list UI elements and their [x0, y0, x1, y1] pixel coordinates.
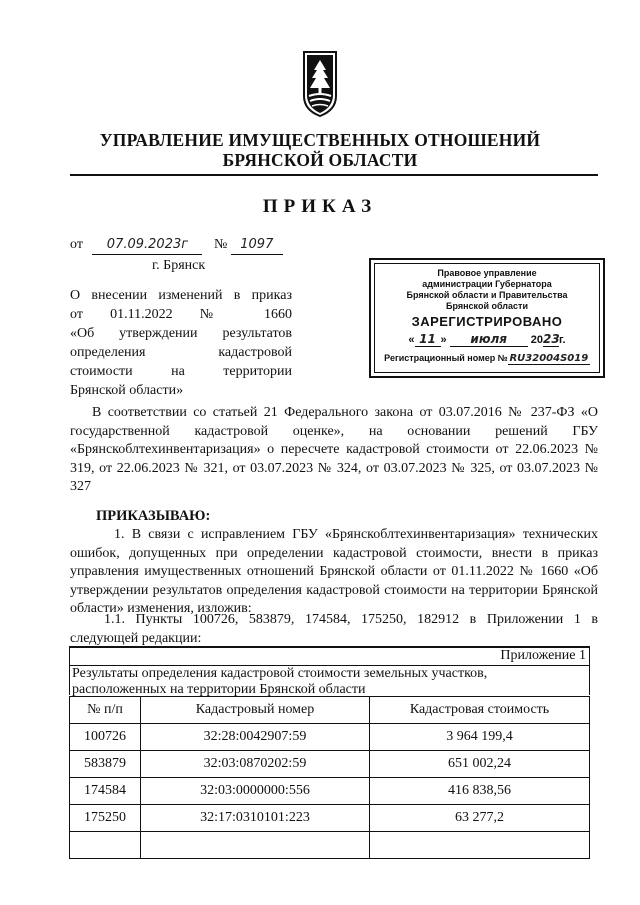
command-heading: ПРИКАЗЫВАЮ:: [96, 508, 211, 524]
table-row: 174584 32:03:0000000:556 416 838,56: [70, 778, 590, 805]
header-divider: [70, 174, 598, 176]
stamp-line3: Брянской области и Правительства: [406, 290, 568, 300]
number-label: №: [213, 237, 228, 252]
stamp-line1: Правовое управление: [437, 268, 537, 278]
org-name-line1: УПРАВЛЕНИЕ ИМУЩЕСТВЕННЫХ ОТНОШЕНИЙ: [99, 130, 541, 150]
document-title: ПРИКАЗ: [262, 196, 378, 217]
table-header-row: [70, 697, 590, 724]
order-city: г. Брянск: [152, 258, 206, 273]
table-row-partial: [70, 832, 590, 859]
stamp-registered: ЗАРЕГИСТРИРОВАНО: [411, 314, 563, 329]
table-row: 175250 32:17:0310101:223 63 277,2: [70, 805, 590, 832]
order-date-line: [70, 235, 283, 255]
org-name-line2: БРЯНСКОЙ ОБЛАСТИ: [222, 150, 418, 170]
table-caption-line1: Результаты определения кадастровой стоимости земельных участков,: [70, 665, 589, 682]
stamp-reg-number: Регистрационный номер № RU32004S019: [384, 353, 589, 364]
item1-paragraph: 1. В связи с исправлением ГБУ «Брянскоблтехинвентаризация» технических ошибок, допущенных при определении кадастровой стоимости, внести в приказ управления имущественных отношений Брянской области от 01.11.2022 № 1660 «Об утверждении результатов определения кадастровой стоимости на территории Брянской области» изменения, изложив:: [70, 527, 598, 617]
order-number: 1097: [231, 235, 283, 255]
stamp-date: « 11 » июля 2023г.: [408, 332, 566, 346]
stamp-line4: Брянской области: [446, 301, 528, 311]
table-caption-line2: расположенных на территории Брянской области: [72, 682, 366, 697]
header-cell: Кадастровый номер: [141, 697, 370, 724]
order-date: 07.09.2023г: [92, 235, 202, 255]
item1-1-paragraph: 1.1. Пункты 100726, 583879, 174584, 175250, 182912 в Приложении 1 в следующей редакции:: [70, 612, 598, 646]
table-caption-block: [69, 647, 590, 695]
appendix-label: Приложение 1: [500, 648, 586, 663]
preamble-paragraph: В соответствии со статьей 21 Федерального закона от 03.07.2016 № 237-ФЗ «О государственной кадастровой оценке», на основании решений ГБУ «Брянскоблтехинвентаризация» о пересчете кадастровой стоимости от 22.06.2023 № 319, от 22.06.2023 № 321, от 03.07.2023 № 324, от 03.07.2023 № 325, от 03.07.2023 № 327: [70, 405, 598, 495]
cadastral-table: [69, 696, 590, 859]
registration-stamp: [369, 258, 605, 378]
header-cell: Кадастровая стоимость: [370, 697, 590, 724]
table-row: 100726 32:28:0042907:59 3 964 199,4: [70, 724, 590, 751]
stamp-line2: администрации Губернатора: [422, 279, 552, 289]
table-row: 583879 32:03:0870202:59 651 002,24: [70, 751, 590, 778]
order-subject: О внесении изменений в приказ от 01.11.2022 № 1660 «Об утверждении результатов определения кадастровой стоимости на территории Брянской области»: [70, 288, 292, 398]
header-cell: № п/п: [70, 697, 141, 724]
from-label: от: [70, 237, 83, 252]
coat-of-arms-icon: [300, 48, 340, 118]
